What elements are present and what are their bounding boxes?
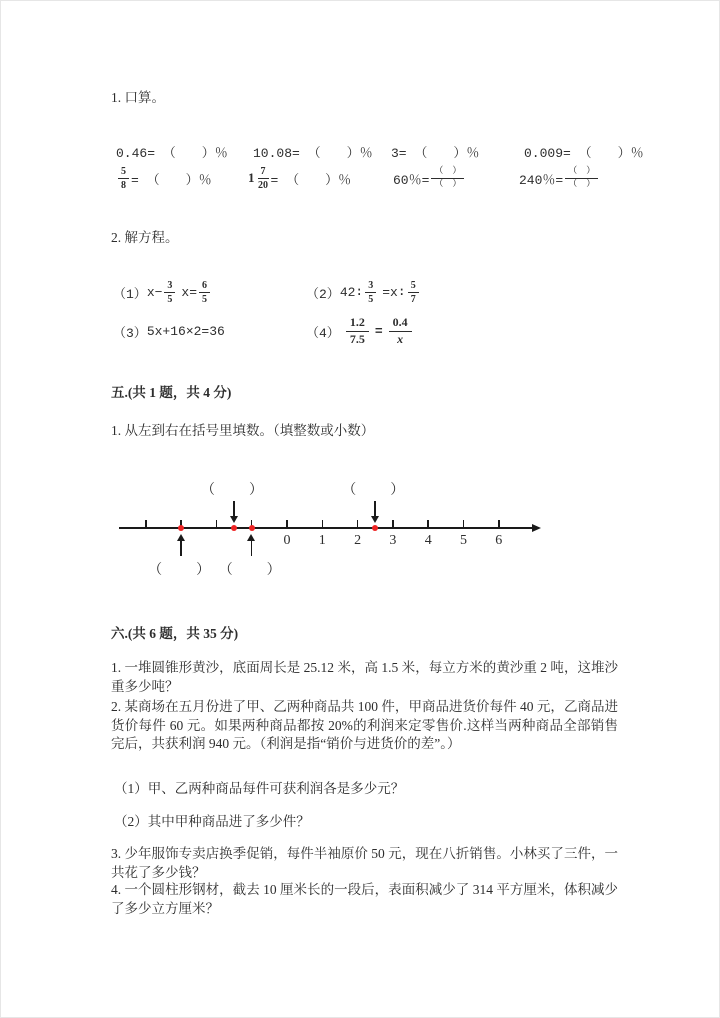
up-arrow-icon xyxy=(176,534,186,556)
number-line xyxy=(1,471,720,586)
fraction: $\frac{0.4}{x}$ xyxy=(389,316,412,346)
fraction: $\frac{3}{5}$ xyxy=(164,280,175,305)
section5-question: 1. 从左到右在括号里填数。（填整数或小数） xyxy=(111,423,375,438)
marked-point xyxy=(178,525,184,531)
axis-tick xyxy=(392,520,394,528)
axis-tick-label: 2 xyxy=(354,533,362,548)
section6-q2: 2. 某商场在五月份进了甲、乙两种商品共 100 件，甲商品进货价每件 40 元，乙商品进货价每件 60 元。如果两种商品都按 20%的利润来定零售价.这样当两种商品全部销售完后，共获利润 940 元。（利润是指“销价与进货价的差”。） xyxy=(111,699,618,751)
axis-tick xyxy=(463,520,465,528)
axis-tick xyxy=(286,520,288,528)
axis-tick-label: 4 xyxy=(424,533,432,548)
axis-tick xyxy=(145,520,147,528)
section5-heading: 五.(共 1 题，共 4 分) xyxy=(111,385,232,400)
oral-item-7: 60％= $\frac{( )}{( )}$ xyxy=(393,161,466,195)
axis-tick-label: 3 xyxy=(389,533,397,548)
oral-item-4: 0.009= （ ）％ xyxy=(524,146,644,161)
axis-tick-label: 5 xyxy=(460,533,467,548)
fraction: $\frac{3}{5}$ xyxy=(365,280,376,305)
section6-q3: 3. 少年服饰专卖店换季促销，每件半袖原价 50 元，现在八折销售。小林买了三件，一共花了多少钱？ xyxy=(111,846,618,880)
answer-blank: （ ） xyxy=(148,563,213,578)
up-arrow-icon xyxy=(247,534,257,556)
axis-tick-label: 0 xyxy=(283,533,291,548)
section6-q4: 4. 一个圆柱形钢材，截去 10 厘米长的一段后，表面积减少了 314 平方厘米，体积减少了多少立方厘米？ xyxy=(111,882,618,916)
fraction: $\frac{7}{20}$ xyxy=(258,165,268,191)
oral-item-2: 10.08= （ ）％ xyxy=(253,146,373,161)
axis-tick-label: 6 xyxy=(495,533,503,548)
fraction: $\frac{5}{7}$ xyxy=(408,280,419,305)
equation-2: （2） 42∶ $\frac{3}{5}$ =x∶ $\frac{5}{7}$ xyxy=(306,275,421,309)
answer-blank: （ ） xyxy=(342,483,407,498)
down-arrow-icon xyxy=(229,501,239,523)
oral-item-5: $\frac{5}{8}$ = （ ）％ xyxy=(116,161,212,195)
blank-fraction: $\frac{( )}{( )}$ xyxy=(565,167,598,190)
answer-blank: （ ） xyxy=(218,563,283,578)
solve-equations-title: 2. 解方程。 xyxy=(111,230,179,245)
equation-3: （3） 5x+16×2=36 xyxy=(113,323,225,341)
oral-item-8: 240％= $\frac{( )}{( )}$ xyxy=(519,161,600,195)
axis-arrow-head xyxy=(532,524,541,532)
axis-tick xyxy=(357,520,359,528)
fraction: $\frac{5}{8}$ xyxy=(118,166,129,191)
axis-tick xyxy=(427,520,429,528)
axis-tick xyxy=(498,520,500,528)
fraction: $\frac{1.2}{7.5}$ xyxy=(346,316,369,346)
axis-tick-label: 1 xyxy=(318,533,326,548)
fraction: $\frac{6}{5}$ xyxy=(199,280,210,305)
blank-fraction: $\frac{( )}{( )}$ xyxy=(431,167,464,190)
section6-q2-sub1: （1）甲、乙两种商品每件可获利润各是多少元？ xyxy=(114,781,405,796)
oral-item-1: 0.46= （ ）％ xyxy=(116,146,228,161)
oral-item-3: 3= （ ）％ xyxy=(391,146,480,161)
marked-point xyxy=(231,525,237,531)
equation-1: （1） x− $\frac{3}{5}$ x= $\frac{6}{5}$ xyxy=(113,275,212,309)
section6-q1: 1. 一堆圆锥形黄沙，底面周长是 25.12 米，高 1.5 米，每立方米的黄沙重 2 吨，这堆沙重多少吨？ xyxy=(111,660,618,694)
section6-heading: 六.(共 6 题，共 35 分) xyxy=(111,626,239,641)
marked-point xyxy=(372,525,378,531)
oral-calc-title: 1. 口算。 xyxy=(111,90,165,105)
equation-4: （4） $\frac{1.2}{7.5}$ = $\frac{0.4}{x}$ xyxy=(306,314,414,348)
marked-point xyxy=(249,525,255,531)
axis-tick xyxy=(322,520,324,528)
answer-blank: （ ） xyxy=(201,483,266,498)
axis-tick xyxy=(216,520,218,528)
oral-item-6: 1 $\frac{7}{20}$ = （ ）％ xyxy=(248,165,352,191)
down-arrow-icon xyxy=(370,501,380,523)
section6-q2-sub2: （2）其中甲种商品进了多少件？ xyxy=(114,814,310,829)
